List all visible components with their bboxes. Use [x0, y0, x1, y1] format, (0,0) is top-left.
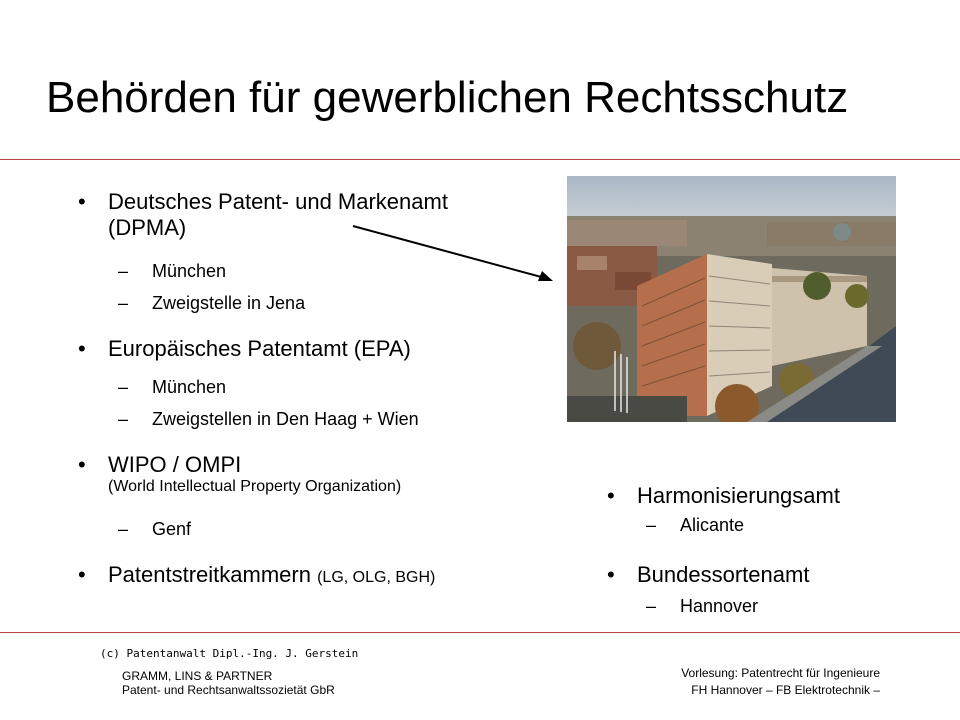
- sub-epa-zweigstellen: [118, 408, 419, 430]
- sub-dpma-muenchen: [118, 260, 227, 282]
- bullet-patentstreitkammern-detail: (LG, OLG, BGH): [317, 569, 436, 586]
- dash: –: [118, 409, 129, 429]
- dash: –: [118, 293, 129, 313]
- dash: –: [118, 377, 129, 397]
- bullet-wipo-line2: (World Intellectual Property Organization): [108, 478, 402, 495]
- footer-lecture-line2: FH Hannover – FB Elektrotechnik –: [691, 683, 880, 697]
- sub-label: München: [152, 377, 227, 397]
- bullet-dot: •: [78, 562, 86, 587]
- footer-firm-line2: Patent- und Rechtsanwaltssozietät GbR: [122, 683, 335, 697]
- footer-copyright: (c) Patentanwalt Dipl.-Ing. J. Gerstein: [100, 647, 359, 660]
- bullet-patentstreitkammern: [78, 562, 436, 591]
- sub-label: Zweigstelle in Jena: [152, 293, 306, 313]
- bullet-epa-label: Europäisches Patentamt (EPA): [108, 336, 411, 361]
- dpma-building-photo: [567, 176, 896, 422]
- sub-epa-muenchen: [118, 376, 227, 398]
- bullet-harmonisierungsamt-label: Harmonisierungsamt: [637, 483, 840, 508]
- bullet-dpma-line2: (DPMA): [108, 215, 187, 240]
- sub-dpma-jena: [118, 292, 306, 314]
- sub-label: Genf: [152, 519, 192, 539]
- sub-wipo-genf: [118, 518, 192, 540]
- dash: –: [118, 261, 129, 281]
- sub-label: Hannover: [680, 596, 759, 616]
- slide-title: Behörden für gewerblichen Rechtsschutz: [46, 73, 849, 122]
- dash: –: [118, 519, 129, 539]
- bullet-dpma: [78, 189, 448, 241]
- top-divider: [0, 159, 960, 160]
- sub-label: München: [152, 261, 227, 281]
- dash: –: [646, 515, 657, 535]
- bullet-patentstreitkammern-main: Patentstreitkammern: [108, 562, 311, 587]
- bottom-divider: [0, 632, 960, 633]
- sub-alicante: [646, 514, 745, 536]
- bullet-wipo: [78, 452, 402, 496]
- bullet-bundessortenamt: [607, 562, 810, 588]
- footer-firm-line1: GRAMM, LINS & PARTNER: [122, 669, 273, 683]
- bullet-bundessortenamt-label: Bundessortenamt: [637, 562, 810, 587]
- dash: –: [646, 596, 657, 616]
- bullet-wipo-line1: WIPO / OMPI: [108, 452, 242, 477]
- bullet-dot: •: [78, 336, 86, 361]
- bullet-harmonisierungsamt: [607, 483, 840, 509]
- bullet-dot: •: [607, 562, 615, 587]
- bullet-dot: •: [607, 483, 615, 508]
- sub-hannover: [646, 595, 759, 617]
- footer-lecture-line1: Vorlesung: Patentrecht für Ingenieure: [681, 666, 880, 680]
- bullet-dot: •: [78, 452, 86, 477]
- bullet-epa: [78, 336, 411, 362]
- sub-label: Zweigstellen in Den Haag + Wien: [152, 409, 419, 429]
- sub-label: Alicante: [680, 515, 745, 535]
- bullet-dpma-line1: Deutsches Patent- und Markenamt: [108, 189, 448, 214]
- bullet-dot: •: [78, 189, 86, 214]
